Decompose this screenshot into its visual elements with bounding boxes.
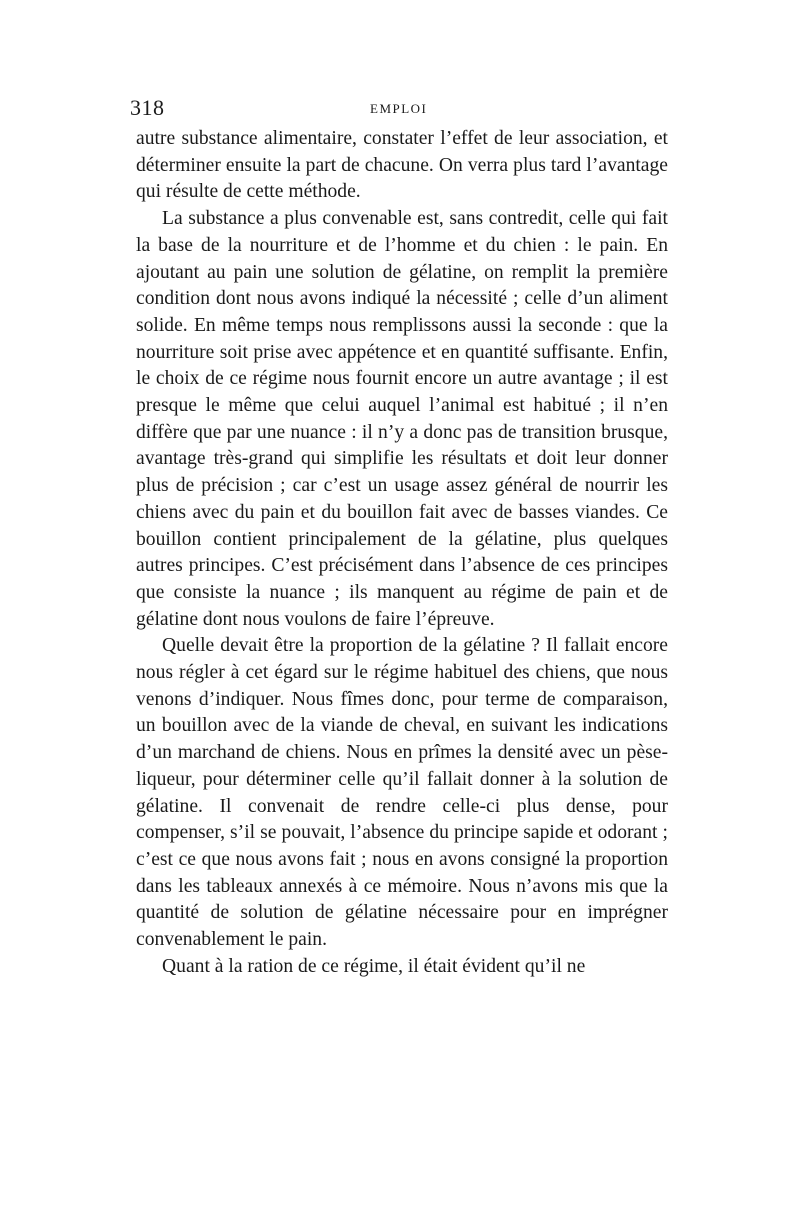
running-head: [130, 95, 670, 125]
paragraph: Quelle devait être la proportion de la gélatine ? Il fallait encore nous régler à cet égard sur le régime habituel des chiens, que nous venons d’indiquer. Nous fîmes donc, pour terme de comparaison, un bouillon avec de la viande de cheval, en suivant les indications d’un marchand de chiens. Nous en prîmes la densité avec un pèse-liqueur, pour déterminer celle qu’il fallait donner à la solution de gélatine. Il convenait de rendre celle-ci plus dense, pour compenser, s’il se pouvait, l’absence du principe sapide et odorant ; c’est ce que nous avons fait ; nous en avons consigné la proportion dans les tableaux annexés à ce mémoire. Nous n’avons mis que la quantité de solution de gélatine nécessaire pour en imprégner convenablement le pain.: [136, 635, 668, 951]
paragraph: La substance a plus convenable est, sans contredit, celle qui fait la base de la nourriture et de l’homme et du chien : le pain. En ajoutant au pain une solution de gélatine, on remplit la première condition dont nous avons indiqué la nécessité ; celle d’un aliment solide. En même temps nous remplissons aussi la seconde : que la nourriture soit prise avec appétence et en quantité suffisante. Enfin, le choix de ce régime nous fournit encore un autre avantage ; il est presque le même que celui auquel l’animal est habitué ; il n’en diffère que par une nuance : il n’y a donc pas de transition brusque, avantage très-grand qui simplifie les résultats et doit leur donner plus de précision ; car c’est un usage assez général de nourrir les chiens avec du pain et du bouillon fait avec de basses viandes. Ce bouillon contient principalement de la gélatine, plus quelques autres principes. C’est précisément dans l’absence de ces principes que consiste la nuance ; ils manquent au régime de pain et de gélatine dont nous voulons de faire l’épreuve.: [136, 208, 668, 630]
paragraph: Quant à la ration de ce régime, il était évident qu’il ne: [162, 955, 586, 977]
running-title: EMPLOI: [370, 101, 428, 116]
body-text: [136, 126, 668, 981]
paragraph-continued: autre substance alimentaire, constater l’effet de leur association, et déterminer ensuite la part de chacune. On verra plus tard l’avantage qui résulte de cette méthode.: [136, 128, 668, 203]
page-number: 318: [130, 95, 165, 120]
